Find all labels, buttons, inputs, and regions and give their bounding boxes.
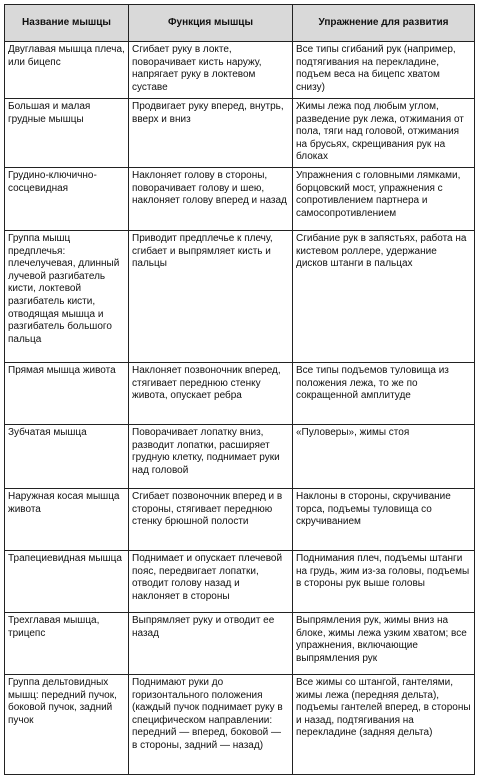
muscle-function-cell: Выпрямляет руку и отводит ее назад <box>129 612 293 674</box>
muscle-function-cell: Поднимает и опускает плечевой пояс, передвигает лопатки, отводит голову назад и наклоняет в стороны <box>129 550 293 612</box>
muscle-function-cell: Наклоняет голову в стороны, поворачивает голову и шею, наклоняет голову вперед и назад <box>129 167 293 230</box>
table-row <box>5 550 475 612</box>
muscle-name-cell: Группа дельтовидных мышц: передний пучок, боковой пучок, задний пучок <box>5 674 129 774</box>
muscle-function-cell: Поворачивает лопатку вниз, разводит лопатки, расширяет грудную клетку, поднимает руки над головой <box>129 424 293 488</box>
muscle-function-cell: Наклоняет позвоночник вперед, стягивает переднюю стенку живота, опускает ребра <box>129 362 293 424</box>
header-exercise: Упражнение для развития <box>293 5 475 42</box>
table-row <box>5 674 475 774</box>
muscle-name-cell: Трехглавая мышца, трицепс <box>5 612 129 674</box>
muscle-table <box>4 4 475 775</box>
header-muscle-function: Функция мышцы <box>129 5 293 42</box>
exercise-cell: Поднимания плеч, подъемы штанги на грудь, жим из-за головы, подъемы в стороны рук выше головы <box>293 550 475 612</box>
muscle-name-cell: Зубчатая мышца <box>5 424 129 488</box>
muscle-function-cell: Сгибает руку в локте, поворачивает кисть наружу, напрягает руку в локтевом суставе <box>129 42 293 99</box>
exercise-cell: Все типы подъемов туловища из положения лежа, то же по сокращенной амплитуде <box>293 362 475 424</box>
document-page <box>4 4 474 775</box>
exercise-cell: Выпрямления рук, жимы вниз на блоке, жимы лежа узким хватом; все упражнения, включающие выпрямления рук <box>293 612 475 674</box>
exercise-cell: Жимы лежа под любым углом, разведение рук лежа, отжимания от пола, тяги над головой, отжимания на брусьях, скрещивания рук на блоках <box>293 99 475 168</box>
table-row <box>5 424 475 488</box>
table-header-row <box>5 5 475 42</box>
exercise-cell: Сгибание рук в запястьях, работа на кистевом роллере, удержание дисков штанги в пальцах <box>293 230 475 362</box>
exercise-cell: Все жимы со штангой, гантелями, жимы лежа (передняя дельта), подъемы гантелей вперед, в стороны и назад, подтягивания на перекладине (задняя дельта) <box>293 674 475 774</box>
table-row <box>5 612 475 674</box>
muscle-function-cell: Приводит предплечье к плечу, сгибает и выпрямляет кисть и пальцы <box>129 230 293 362</box>
table-row <box>5 230 475 362</box>
exercise-cell: Наклоны в стороны, скручивание торса, подъемы туловища со скручиванием <box>293 488 475 550</box>
header-muscle-name: Название мышцы <box>5 5 129 42</box>
muscle-name-cell: Большая и малая грудные мышцы <box>5 99 129 168</box>
muscle-name-cell: Прямая мышца живота <box>5 362 129 424</box>
table-row <box>5 362 475 424</box>
muscle-function-cell: Поднимают руки до горизонтального положения (каждый пучок поднимает руку в специфическом направлении: передний — вперед, боковой — в стороны, задний — назад) <box>129 674 293 774</box>
muscle-name-cell: Грудино-ключично-сосцевидная <box>5 167 129 230</box>
muscle-name-cell: Наружная косая мышца живота <box>5 488 129 550</box>
table-row <box>5 42 475 99</box>
muscle-name-cell: Двуглавая мышца плеча, или бицепс <box>5 42 129 99</box>
exercise-cell: Упражнения с головными лямками, борцовский мост, упражнения с сопротивлением партнера и самосопротивлением <box>293 167 475 230</box>
table-row <box>5 167 475 230</box>
muscle-name-cell: Группа мышц предплечья: плечелучевая, длинный лучевой разгибатель кисти, локтевой разгибатель кисти, отводящая мышца и разгибатель большого пальца <box>5 230 129 362</box>
table-row <box>5 488 475 550</box>
exercise-cell: «Пуловеры», жимы стоя <box>293 424 475 488</box>
muscle-function-cell: Продвигает руку вперед, внутрь, вверх и вниз <box>129 99 293 168</box>
exercise-cell: Все типы сгибаний рук (например, подтягивания на перекладине, подъем веса на бицепс хватом снизу) <box>293 42 475 99</box>
table-row <box>5 99 475 168</box>
muscle-name-cell: Трапециевидная мышца <box>5 550 129 612</box>
muscle-function-cell: Сгибает позвоночник вперед и в стороны, стягивает переднюю стенку брюшной полости <box>129 488 293 550</box>
